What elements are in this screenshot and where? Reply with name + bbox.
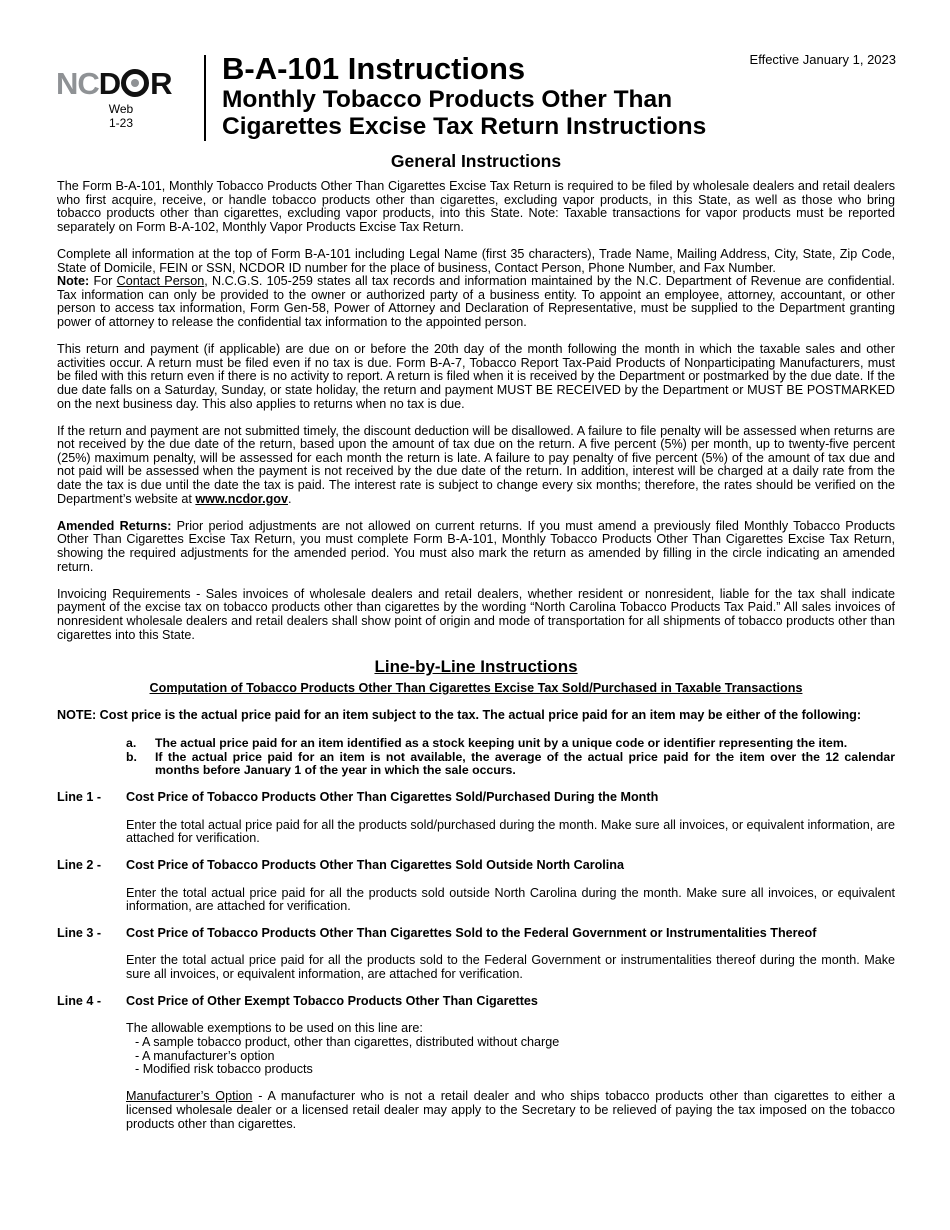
line-3-instruction <box>57 927 895 981</box>
list-letter: a. <box>126 735 137 750</box>
page-content <box>57 150 895 1145</box>
line-by-line-heading: Line-by-Line Instructions <box>374 656 578 676</box>
paragraph-complete-info <box>57 248 895 330</box>
subtitle-line-1: Monthly Tobacco Products Other Than <box>222 86 673 113</box>
exemption-item: - Modified risk tobacco products <box>135 1062 313 1077</box>
manufacturer-option <box>57 1090 895 1131</box>
line-1-instruction <box>57 791 895 845</box>
paragraph-amended-returns <box>57 520 895 574</box>
header-divider <box>204 55 206 141</box>
paragraph-invoicing: Invoicing Requirements - Sales invoices of wholesale dealers and retail dealers, whether resident or nonresident, liable for the tax shall indicate payment of the excise tax on tobacco products other than cigarettes by the wording “North Carolina Tobacco Products Tax Paid.” All sales invoices of nonresident wholesale dealers and retail dealers shall show point of origin and mode of transportation for all shipments of tobacco products other than cigarettes into this State. <box>57 586 895 642</box>
logo-nc-text: NC <box>56 66 99 101</box>
cost-price-list <box>126 737 895 778</box>
line-4-instruction <box>57 995 895 1131</box>
line-body: Enter the total actual price paid for all the products sold/purchased during the month. Make sure all invoices, or equivalent information, are attached for verification. <box>126 817 895 846</box>
cost-price-note: NOTE: Cost price is the actual price paid for an item subject to the tax. The actual price paid for an item may be either of the following: <box>57 708 862 723</box>
subtitle-line-2: Cigarettes Excise Tax Return Instructions <box>222 113 707 140</box>
line-body: The allowable exemptions to be used on this line are: <box>126 1021 423 1036</box>
penalties-text: If the return and payment are not submitted timely, the discount deduction will be disallowed. A failure to file penalty will be assessed when returns are not received by the due date of the return, based upon the amount of tax due on the return. A five percent (5%) per month, up to twenty-five percent (25%) maximum penalty, will be assessed for each month the return is late. A failure to pay penalty of five percent (5%) of the amount of tax due and not paid will be assessed when the payment is not received by the due date of the return. In addition, interest will be charged at a daily rate from the date the tax is due until the date the tax is paid. The interest rate is subject to change every six months; therefore, the rates should be verified on the Department’s website at <box>57 423 895 506</box>
manufacturer-option-label: Manufacturer’s Option <box>126 1089 253 1104</box>
line-body: Enter the total actual price paid for all the products sold to the Federal Government or instrumentalities thereof during the month. Make sure all invoices, or equivalent information, are attached for verification. <box>126 953 895 982</box>
logo-d-text: D <box>98 66 121 101</box>
list-item <box>126 751 895 778</box>
ncdor-logo <box>56 68 186 100</box>
ncdor-website-link[interactable]: www.ncdor.gov <box>195 491 288 506</box>
logo-o-icon <box>121 69 149 97</box>
line-number: Line 2 - <box>57 858 102 873</box>
penalties-end: . <box>287 491 292 506</box>
logo-r-text: R <box>150 66 172 101</box>
list-item <box>126 737 895 751</box>
line-title: Cost Price of Tobacco Products Other Than Cigarettes Sold to the Federal Government or Instrumentalities Thereof <box>126 926 817 941</box>
line-heading <box>57 859 895 873</box>
contact-person-term: Contact Person <box>116 274 205 289</box>
line-heading <box>57 995 895 1009</box>
effective-date: Effective January 1, 2023 <box>749 52 896 67</box>
line-heading <box>57 927 895 941</box>
page-header <box>56 52 896 144</box>
amended-returns-label: Amended Returns: <box>57 518 172 533</box>
form-subtitle <box>222 86 706 140</box>
computation-subheading: Computation of Tobacco Products Other Than Cigarettes Excise Tax Sold/Purchased in Taxable Transactions <box>149 680 803 695</box>
exemption-item: - A manufacturer’s option <box>135 1048 275 1063</box>
line-number: Line 4 - <box>57 994 102 1009</box>
form-title: B-A-101 Instructions <box>222 51 526 86</box>
exemption-item: - A sample tobacco product, other than cigarettes, distributed without charge <box>135 1035 560 1050</box>
line-body: Enter the total actual price paid for all the products sold outside North Carolina during the month. Make sure all invoices, or equivalent information, are attached for verification. <box>126 885 895 914</box>
complete-info-text: Complete all information at the top of Form B-A-101 including Legal Name (first 35 characters), Trade Name, Mailing Address, City, State, Zip Code, State of Domicile, FEIN or SSN, NCDOR ID number for the place of business, Contact Person, Phone Number, and Fax Number. <box>57 246 895 275</box>
line-title: Cost Price of Other Exempt Tobacco Products Other Than Cigarettes <box>126 994 538 1009</box>
line-title: Cost Price of Tobacco Products Other Than Cigarettes Sold/Purchased During the Month <box>126 790 659 805</box>
list-item-text: If the actual price paid for an item is not available, the average of the actual price paid for the item over the 12 calendar months before January 1 of the year in which the sale occurs. <box>155 749 895 778</box>
paragraph-due-date: This return and payment (if applicable) are due on or before the 20th day of the month following the month in which the taxable sales and other activities occur. A return must be filed even if no tax is due. Form B-A-7, Tobacco Report Tax-Paid Products of Nonparticipating Manufacturers, must be filed with this return even if there is no activity to report. A return is filed when it is received by the Department or postmarked by the due date. If the due date falls on a Saturday, Sunday, or state holiday, the return and payment MUST BE RECEIVED by the Department or MUST BE POSTMARKED on the next business day. This also applies to returns when no tax is due. <box>57 342 895 411</box>
list-letter: b. <box>126 749 137 764</box>
web-label: Web <box>108 102 134 116</box>
confidentiality-text: , N.C.G.S. 105-259 states all tax records and information maintained by the N.C. Department of Revenue are confidential. Tax information can only be provided to the owner or authorized party of a business entity. To appoint an employee, attorney, accountant, or other person to access tax information, Form Gen-58, Power of Attorney and Declaration of Representative, must be supplied to the Department granting power of attorney to release the confidential tax information to the appointed person. <box>57 274 895 329</box>
line-number: Line 3 - <box>57 926 102 941</box>
list-item-text: The actual price paid for an item identified as a stock keeping unit by a unique code or identifier representing the item. <box>155 735 848 750</box>
line-title: Cost Price of Tobacco Products Other Than Cigarettes Sold Outside North Carolina <box>126 858 624 873</box>
revision-label <box>96 102 146 130</box>
general-instructions-heading: General Instructions <box>390 151 562 171</box>
revision-date: 1-23 <box>108 116 134 130</box>
line-number: Line 1 - <box>57 790 102 805</box>
exemption-list <box>57 1036 895 1077</box>
line-heading <box>57 791 895 805</box>
note-for-text: For <box>89 274 117 289</box>
amended-returns-text: Prior period adjustments are not allowed on current returns. If you must amend a previously filed Monthly Tobacco Products Other Than Cigarettes Excise Tax Return, you must complete Form B-A-101, Monthly Tobacco Products Other Than Cigarettes Excise Tax Return, showing the required adjustments for the amended period. You must also mark the return as amended by filling in the circle indicating an amended return. <box>57 518 895 574</box>
manufacturer-option-text: - A manufacturer who is not a retail dealer and who ships tobacco products other than cigarettes to either a licensed wholesale dealer or a licensed retail dealer may apply to the Secretary to be relieved of paying the tax imposed on the tobacco products other than cigarettes. <box>126 1089 895 1131</box>
paragraph-filing-requirement: The Form B-A-101, Monthly Tobacco Products Other Than Cigarettes Excise Tax Return is required to be filed by wholesale dealers and retail dealers who first acquire, receive, or handle tobacco products other than cigarettes, excluding vapor products, in this State, as well as those who bring tobacco products other than cigarettes, excluding vapor products, into this State. Note: Taxable transactions for vapor products must be reported separately on Form B-A-102, Monthly Vapor Products Excise Tax Return. <box>57 179 895 234</box>
paragraph-penalties <box>57 425 895 507</box>
note-label: Note: <box>57 274 90 289</box>
line-2-instruction <box>57 859 895 913</box>
